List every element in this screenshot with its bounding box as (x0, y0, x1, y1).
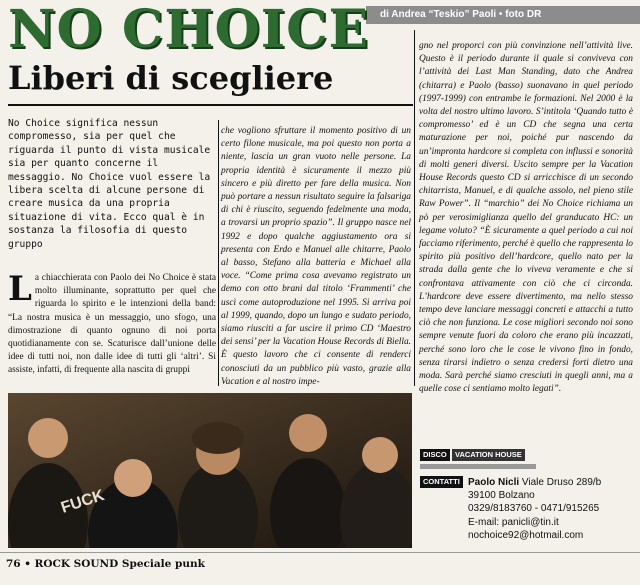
body-column-3: gno nel proporci con più convinzione nell’attività live. Questo è il periodo durante il quale si conviveva con l’attività dei Last Man Standing, dato che Andrea (chitarra) e Paolo (basso) suonavano in quel periodo (1997-1999) con entrambe le formazioni. Nel 2000 è la volta del nostro ultimo lavoro. S’intitola ‘Quando tutto è compromesso’ ed è un CD che segna una certa maturazione per noi, poiché pur nascendo da un’impronta hardcore si completa con influssi e sonorità di molti generi diversi. Uscito sempre per la Vacation House Records questo CD si arricchisce di un secondo chitarrista, Manuel, e di qualche assolo, nel pieno stile Raw Power”. Il “marchio” dei No Choice richiama un pò per verosimiglianza quello del granducato HC: un legame voluto? “È sicuramente a quel periodo a cui noi facciamo riferimento, perché è quello che rappresenta lo spirito più positivo dell’hardcore, quello nato per la strada dalla gente che lo viveva veramente e che si confrontava attivamente con ciò che ci circonda. L’hardcore deve essere divertimento, ma nello stesso tempo deve lanciare messaggi concreti e attacchi a tutto ciò che non funziona. Le cose migliori secondo noi sono sempre venute fuori da coloro che erano più incazzati, perché sono loro che le cose le vivono fino in fondo, senza tirarsi indietro o senza credersi forti dietro una moda. Sarà perché siamo cresciuti in quegli anni, ma a quelle cose ci sentiamo molto legati”. (419, 41, 633, 395)
drop-cap: L (8, 269, 32, 309)
article-title: NO CHOICE (8, 0, 370, 60)
title-divider (8, 104, 413, 106)
contact-address-line (468, 476, 638, 489)
page-footer: 76 • ROCK SOUND Speciale punk (6, 558, 205, 570)
byline: di Andrea “Teskio” Paoli • foto DR (380, 9, 542, 20)
disco-bar (420, 464, 536, 469)
contact-email-2: nochoice92@hotmail.com (468, 529, 584, 541)
band-photo (8, 393, 412, 548)
contact-city: 39100 Bolzano (468, 490, 535, 502)
contact-phones: 0329/8183760 - 0471/915265 (468, 503, 600, 515)
contact-email-1: E-mail: panicli@tin.it (468, 516, 559, 528)
disco-label: DISCO (420, 449, 450, 461)
article-subtitle: Liberi di scegliere (8, 59, 334, 97)
band-photo-illustration (8, 393, 412, 548)
footer-rule (0, 552, 640, 553)
column-divider (414, 30, 415, 386)
disco-record-label: VACATION HOUSE (452, 449, 525, 461)
body-column-1 (8, 269, 216, 378)
contact-name: Paolo Nicli (468, 477, 520, 488)
shirt-text: FUCK (58, 486, 107, 517)
column-divider-left (218, 120, 219, 386)
contact-label: CONTATTI (420, 476, 463, 488)
contact-block (468, 476, 638, 542)
body-column-1-text: a chiacchierata con Paolo dei No Choice è stata molto illuminante, soprattutto per quel che riguarda lo spirito e le intenzioni della band: “La nostra musica è un messaggio, uno sfogo, una dimostrazione di quanto ognuno di noi porta quotidianamente con se. Scaturisce dall’unione delle idee di tutti noi, non dalle idee di tutti gli ‘altri’. Si assiste, infatti, di frequente alla nascita di gruppi (8, 273, 216, 376)
intro-text: No Choice significa nessun compromesso, sia per quel che riguarda il punto di vista musicale sia per quanto concerne il messaggio. No Choice vuol essere la libera scelta di alcune persone di creare musica da una propria situazione di vita. Ecco qual è in sostanza la filosofia di questo gruppo (8, 118, 211, 250)
body-column-2: che vogliono sfruttare il momento positivo di un certo filone musicale, ma poi questo non porta a niente, lascia un gran vuoto nelle persone. La propria identità è sicuramente il mezzo più sincero e più diretto per fare della musica. Non può portare a nessun risultato seguire la falsariga di chi è riuscito, seguendo fedelmente una moda, a trovarsi un proprio spazio”. Il gruppo nasce nel 1992 e dopo qualche aggiustamento ora si presenta con Erdo e Manuel alle chitarre, Paolo al basso, Stefano alla batteria e Michael alla voce. “Come prima cosa avevamo registrato un demo con otto brani dal titolo ‘Frammenti’ che uscì come autoproduzione nel 1995. Si arriva poi al 1999, quando, dopo un lungo e sudato periodo, siamo riusciti a far uscire il primo CD ‘Maestro dei sensi’ per la Vacation House Records di Biella. È questo lavoro che ci consente di renderci conosciuti da un pubblico più vasto, grazie alla Vacation e al nostro impe- (221, 126, 411, 387)
contact-street: Viale Druso 289/b (521, 477, 602, 488)
